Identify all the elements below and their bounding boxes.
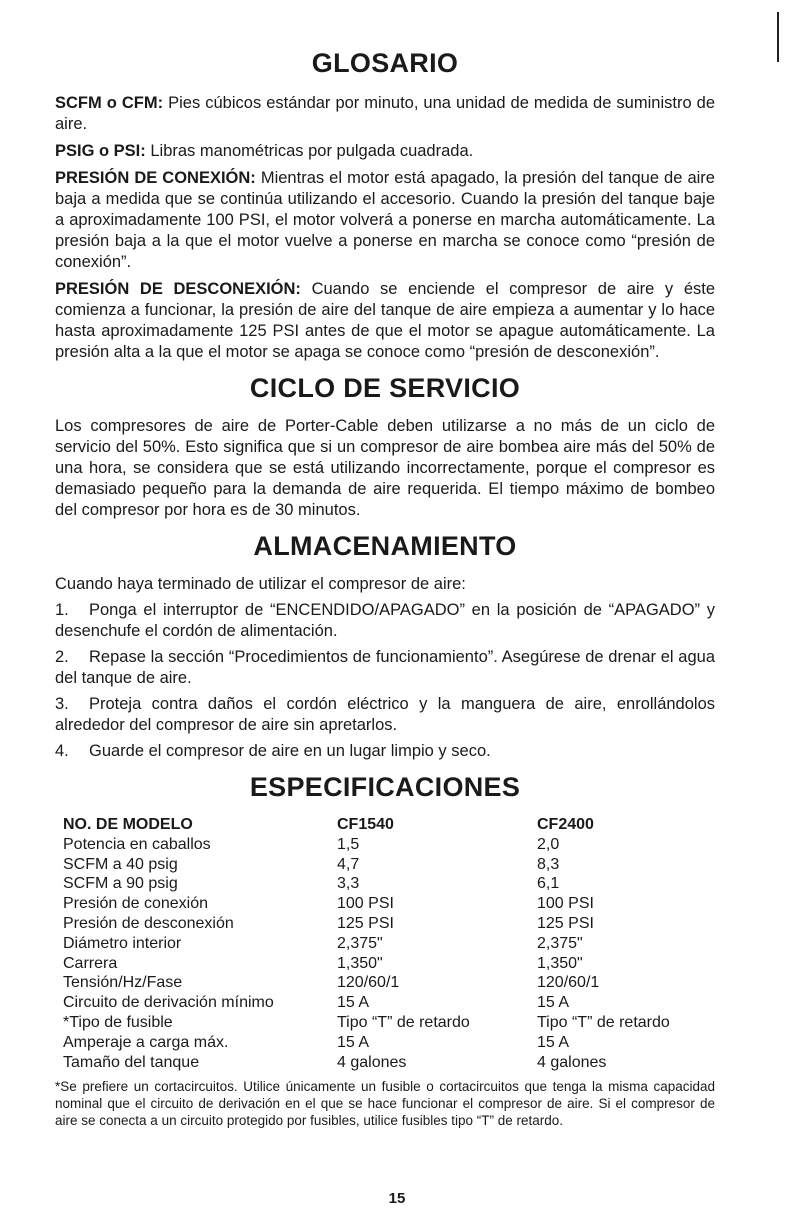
glosario-definition: Cuando se enciende el compresor de aire y éste comienza a funcionar, la presión de aire del tanque de aire empieza a aumentar y lo hace hasta aproximadamente 125 PSI antes de que el motor se apague automáticamente. La presión alta a la que el motor se apaga se conoce como “presión de desconexión”.	[55, 280, 716, 361]
specs-cell: Diámetro interior	[63, 934, 182, 952]
step-number: 3.	[55, 695, 69, 713]
glosario-definition: Libras manométricas por pulgada cuadrada.	[145, 142, 474, 160]
almacenamiento-intro: Cuando haya terminado de utilizar el compresor de aire:	[55, 575, 466, 593]
specs-row	[55, 855, 715, 875]
specs-cell: 1,350"	[337, 954, 383, 972]
glosario-term: PRESIÓN DE CONEXIÓN:	[55, 169, 256, 187]
specs-row	[55, 835, 715, 855]
specs-cell: Presión de desconexión	[63, 914, 234, 932]
specs-cell: SCFM a 90 psig	[63, 875, 178, 893]
glosario-entry	[55, 141, 715, 162]
document-page	[55, 48, 715, 1129]
almacenamiento-heading: ALMACENAMIENTO	[253, 531, 517, 561]
specs-table	[55, 815, 715, 1072]
specs-header-cell: CF1540	[337, 816, 394, 833]
step-text: Repase la sección “Procedimientos de funcionamiento”. Asegúrese de drenar el agua del tanque de aire.	[55, 648, 715, 687]
specs-cell: 4 galones	[537, 1053, 607, 1071]
glosario-definition: Mientras el motor está apagado, la presión del tanque de aire baja a medida que se continúa utilizando el accesorio. Cuando la presión del tanque baje a aproximadamente 100 PSI, el motor volverá a ponerse en marcha automáticamente. La presión baja a la que el motor vuelve a ponerse en marcha se conoce como “presión de conexión”.	[55, 169, 715, 271]
page-edge-mark	[777, 12, 779, 62]
specs-cell: 100 PSI	[537, 895, 594, 913]
specs-row	[55, 934, 715, 954]
specs-cell: 15 A	[537, 1033, 570, 1051]
specs-header-cell: CF2400	[537, 816, 594, 833]
specs-cell: 2,0	[537, 835, 560, 853]
specs-cell: SCFM a 40 psig	[63, 855, 178, 873]
step-text: Proteja contra daños el cordón eléctrico y la manguera de aire, enrollándolos alrededor del compresor de aire sin apretarlos.	[55, 695, 715, 734]
specs-cell: Potencia en caballos	[63, 835, 211, 853]
specs-row	[55, 1013, 715, 1033]
specs-cell: Tipo “T” de retardo	[337, 1013, 470, 1031]
specs-cell: 1,350"	[537, 954, 583, 972]
specs-cell: *Tipo de fusible	[63, 1013, 173, 1031]
specs-cell: 6,1	[537, 875, 560, 893]
step-text: Guarde el compresor de aire en un lugar limpio y seco.	[89, 742, 491, 760]
specs-cell: 15 A	[337, 994, 370, 1012]
specs-row	[55, 1053, 715, 1073]
step-item	[55, 600, 715, 642]
glosario-definition: Pies cúbicos estándar por minuto, una unidad de medida de suministro de aire.	[55, 94, 715, 133]
glosario-heading: GLOSARIO	[311, 48, 459, 78]
step-number: 4.	[55, 742, 69, 760]
specs-cell: 2,375"	[537, 934, 583, 952]
specs-row	[55, 894, 715, 914]
specs-cell: 3,3	[337, 875, 360, 893]
glosario-entry	[55, 168, 715, 273]
specs-cell: Presión de conexión	[63, 895, 208, 913]
glosario-section	[55, 93, 715, 363]
step-text: Ponga el interruptor de “ENCENDIDO/APAGADO” en la posición de “APAGADO” y desenchufe el cordón de alimentación.	[55, 601, 715, 640]
ciclo-paragraph: Los compresores de aire de Porter-Cable deben utilizarse a no más de un ciclo de servicio del 50%. Esto significa que si un compresor de aire bombea aire más del 50% de una hora, se considera que se está utilizando incorrectamente, porque el compresor es demasiado pequeño para la demanda de aire requerida. El tiempo máximo de bombeo del compresor por hora es de 30 minutos.	[55, 417, 715, 519]
specs-cell: 15 A	[537, 994, 570, 1012]
specs-footnote: *Se prefiere un cortacircuitos. Utilice únicamente un fusible o cortacircuitos que tenga la misma capacidad nominal que el circuito de derivación en el que se hace funcionar el compresor de aire. Si el compresor de aire se conecta a un circuito protegido por fusibles, utilice fusibles tipo “T” de retardo.	[55, 1079, 715, 1129]
specs-row	[55, 973, 715, 993]
almacenamiento-section	[55, 574, 715, 762]
specs-cell: 125 PSI	[337, 914, 394, 932]
step-number: 2.	[55, 648, 69, 666]
page-number: 15	[388, 1190, 406, 1207]
step-item	[55, 694, 715, 736]
specs-cell: 15 A	[337, 1033, 370, 1051]
specs-cell: 1,5	[337, 835, 360, 853]
step-item	[55, 647, 715, 689]
especificaciones-heading: ESPECIFICACIONES	[249, 772, 521, 802]
ciclo-heading: CICLO DE SERVICIO	[249, 373, 521, 403]
specs-cell: 2,375"	[337, 934, 383, 952]
step-item	[55, 741, 715, 762]
specs-row	[55, 954, 715, 974]
specs-cell: 125 PSI	[537, 914, 594, 932]
specs-cell: 4,7	[337, 855, 360, 873]
specs-cell: 120/60/1	[337, 974, 400, 992]
specs-cell: 100 PSI	[337, 895, 394, 913]
specs-cell: 4 galones	[337, 1053, 407, 1071]
glosario-term: PRESIÓN DE DESCONEXIÓN:	[55, 280, 301, 298]
glosario-term: PSIG o PSI:	[55, 142, 146, 160]
specs-cell: Circuito de derivación mínimo	[63, 994, 274, 1012]
specs-cell: Tensión/Hz/Fase	[63, 974, 183, 992]
specs-cell: 8,3	[537, 855, 560, 873]
specs-cell: 120/60/1	[537, 974, 600, 992]
specs-header-cell: NO. DE MODELO	[63, 816, 193, 833]
specs-cell: Carrera	[63, 954, 118, 972]
glosario-term: SCFM o CFM:	[55, 94, 164, 112]
specs-cell: Tamaño del tanque	[63, 1053, 200, 1071]
specs-header-row	[55, 815, 715, 835]
specs-row	[55, 993, 715, 1013]
step-number: 1.	[55, 601, 69, 619]
specs-row	[55, 874, 715, 894]
glosario-entry	[55, 93, 715, 135]
glosario-entry	[55, 279, 715, 363]
specs-row	[55, 1033, 715, 1053]
specs-row	[55, 914, 715, 934]
specs-cell: Tipo “T” de retardo	[537, 1013, 670, 1031]
specs-cell: Amperaje a carga máx.	[63, 1033, 229, 1051]
